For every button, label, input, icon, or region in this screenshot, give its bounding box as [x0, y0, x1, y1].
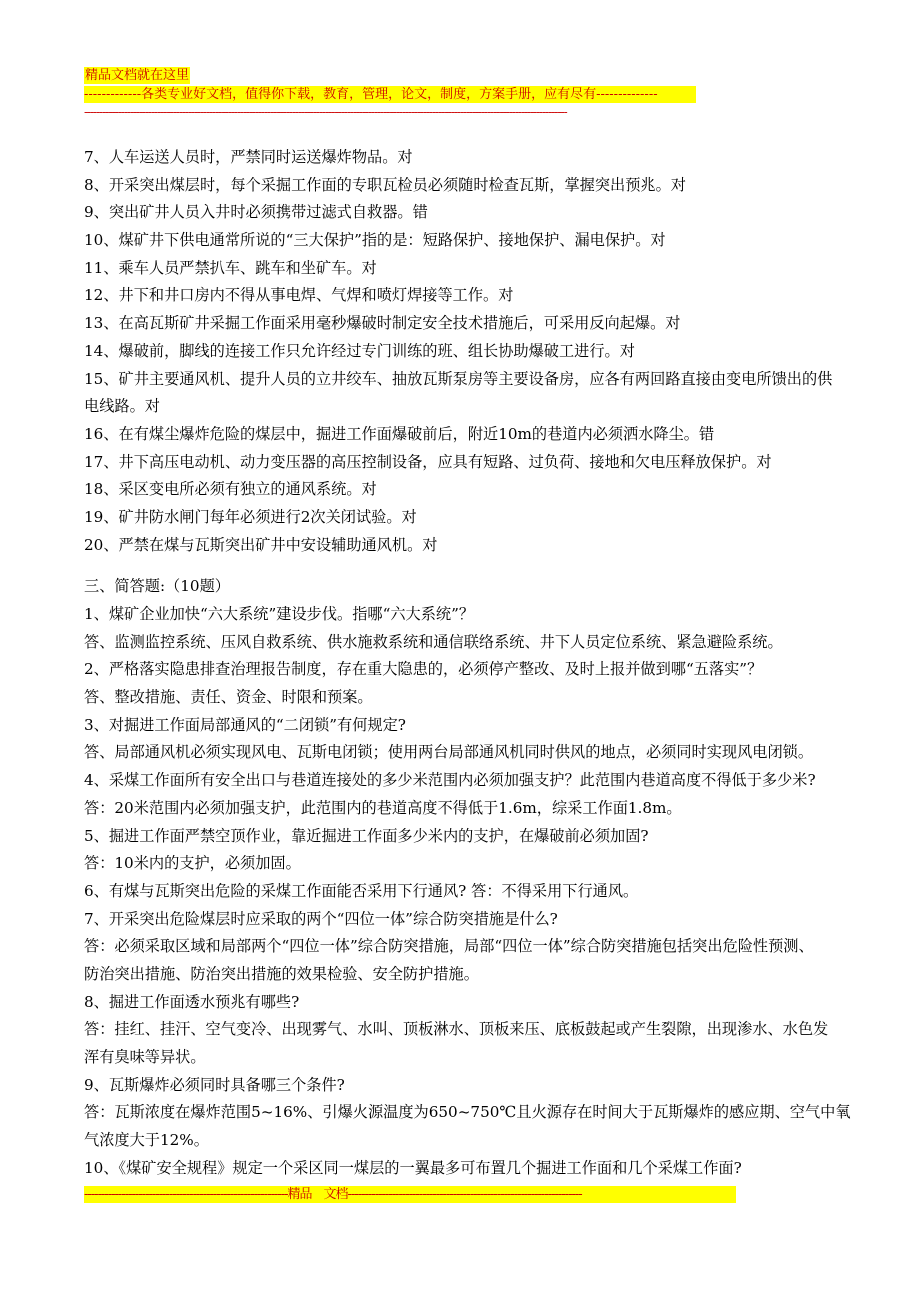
question-line: 3、对掘进工作面局部通风的“二闭锁”有何规定?	[84, 715, 406, 734]
question-line: 18、采区变电所必须有独立的通风系统。对	[84, 480, 377, 499]
question-line: 14、爆破前，脚线的连接工作只允许经过专门训练的班、组长协助爆破工进行。对	[84, 341, 635, 360]
answer-line: 答：必须采取区域和局部两个“四位一体”综合防突措施，局部“四位一体”综合防突措施包括突出危险性预测、	[84, 937, 814, 956]
answer-line: 防治突出措施、防治突出措施的效果检验、安全防护措施。	[84, 964, 479, 983]
question-line: 1、煤矿企业加快“六大系统”建设步伐。指哪“六大系统”？	[84, 605, 475, 623]
answer-line: 答：瓦斯浓度在爆炸范围5~16%、引爆火源温度为650~750℃且火源存在时间大于瓦斯爆炸的感应期、空气中氧	[84, 1103, 851, 1122]
question-line: 11、乘车人员严禁扒车、跳车和坐矿车。对	[84, 258, 377, 277]
question-line: 4、采煤工作面所有安全出口与巷道连接处的多少米范围内必须加强支护？此范围内巷道高度不得低于多少米?	[84, 771, 816, 790]
question-line: 电线路。对	[84, 397, 160, 416]
answer-line: 答、监测监控系统、压风自救系统、供水施救系统和通信联络系统、井下人员定位系统、紧急避险系统。	[84, 632, 783, 651]
short-answer-section	[84, 573, 851, 1182]
question-line: 17、井下高压电动机、动力变压器的高压控制设备，应具有短路、过负荷、接地和欠电压释放保护。对	[84, 452, 772, 471]
answer-line: 气浓度大于12%。	[84, 1131, 209, 1150]
answer-line: 答：挂红、挂汗、空气变冷、出现雾气、水叫、顶板淋水、顶板来压、底板鼓起或产生裂隙，出现渗水、水色发	[84, 1020, 829, 1039]
header-tagline: -------------各类专业好文档，值得你下载，教育，管理，论文，制度，方案手册，应有尽有--------------	[84, 86, 696, 103]
question-line: 8、掘进工作面透水预兆有哪些?	[84, 992, 300, 1011]
question-line: 2、严格落实隐患排查治理报告制度，存在重大隐患的，必须停产整改、及时上报并做到哪“五落实”？	[84, 660, 763, 679]
question-line: 6、有煤与瓦斯突出危险的采煤工作面能否采用下行通风? 答：不得采用下行通风。	[84, 881, 639, 900]
section-gap	[84, 559, 840, 573]
question-line: 9、突出矿井人员入井时必须携带过滤式自救器。错	[84, 203, 428, 222]
answer-line: 浑有臭味等异状。	[84, 1048, 206, 1066]
question-line: 19、矿井防水闸门每年必须进行2次关闭试验。对	[84, 507, 417, 526]
question-line: 7、开采突出危险煤层时应采取的两个“四位一体”综合防突措施是什么?	[84, 909, 558, 928]
question-line: 8、开采突出煤层时，每个采掘工作面的专职瓦检员必须随时检查瓦斯，掌握突出预兆。对	[84, 175, 686, 194]
question-line: 5、掘进工作面严禁空顶作业，靠近掘进工作面多少米内的支护，在爆破前必须加固?	[84, 826, 649, 845]
true-false-section	[84, 144, 840, 559]
header-title: 精品文档就在这里	[85, 68, 190, 83]
question-line: 10、《煤矿安全规程》规定一个采区同一煤层的一翼最多可布置几个掘进工作面和几个采煤工作面?	[84, 1158, 742, 1177]
footer-banner: ------------------------------------------------------------精品 文档---------------------------------------------------------------------	[84, 1186, 736, 1203]
question-line: 10、煤矿井下供电通常所说的“三大保护”指的是：短路保护、接地保护、漏电保护。对	[84, 231, 666, 250]
answer-line: 答、整改措施、责任、资金、时限和预案。	[84, 688, 373, 707]
document-body	[84, 144, 851, 1182]
header-rule: --------------------------------------------------------------------------------------------------------------------------------------------------------------	[84, 105, 567, 119]
question-line: 12、井下和井口房内不得从事电焊、气焊和喷灯焊接等工作。对	[84, 286, 514, 305]
answer-line: 答、局部通风机必须实现风电、瓦斯电闭锁；使用两台局部通风机同时供风的地点，必须同时实现风电闭锁。	[84, 743, 813, 762]
section-heading: 三、简答题:（10题）	[84, 577, 230, 596]
question-line: 7、人车运送人员时，严禁同时运送爆炸物品。对	[84, 148, 413, 166]
answer-line: 答：20米范围内必须加强支护，此范围内的巷道高度不得低于1.6m，综采工作面1.8m。	[84, 798, 682, 817]
question-line: 13、在高瓦斯矿井采掘工作面采用毫秒爆破时制定安全技术措施后，可采用反向起爆。对	[84, 314, 681, 333]
question-line: 9、瓦斯爆炸必须同时具备哪三个条件?	[84, 1075, 345, 1094]
question-line: 16、在有煤尘爆炸危险的煤层中，掘进工作面爆破前后，附近10m的巷道内必须洒水降尘。错	[84, 424, 715, 443]
question-line: 20、严禁在煤与瓦斯突出矿井中安设辅助通风机。对	[84, 535, 438, 554]
question-line: 15、矿井主要通风机、提升人员的立井绞车、抽放瓦斯泵房等主要设备房，应各有两回路直接由变电所馈出的供	[84, 369, 833, 388]
answer-line: 答：10米内的支护，必须加固。	[84, 854, 301, 873]
